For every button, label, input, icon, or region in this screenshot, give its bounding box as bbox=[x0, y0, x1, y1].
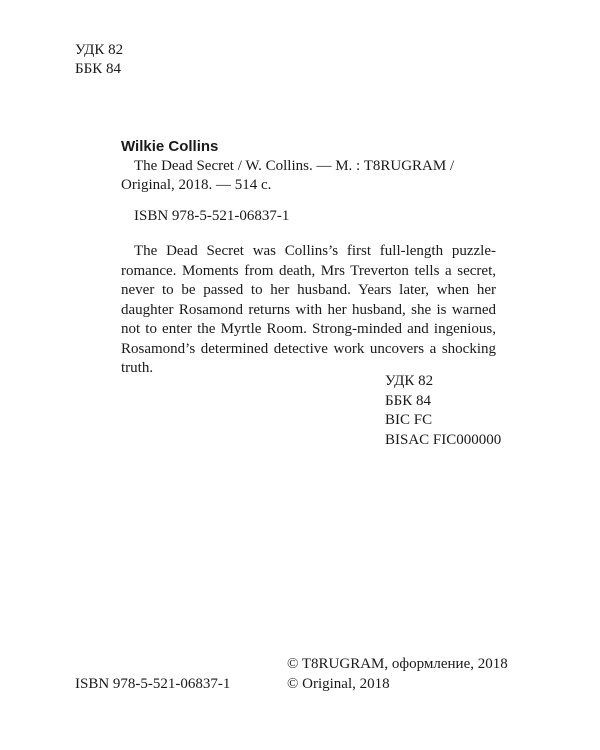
isbn-footer: ISBN 978-5-521-06837-1 bbox=[75, 676, 231, 692]
udk-code-right: УДК 82 bbox=[385, 373, 434, 389]
bic-code: BIC FC bbox=[385, 412, 433, 428]
classification-codes bbox=[385, 372, 501, 450]
copyright-block bbox=[287, 655, 508, 694]
annotation-paragraph: The Dead Secret was Collins’s first full-length puzzle-romance. Moments from death, Mrs Treverton tells a secret, never to be passed to her husband. Years later, when her daughter Rosamond returns with her husband, she is warned not to enter the Myrtle Room. Strong-minded and ingenious, Rosamond’s determined detective work uncovers a shocking truth. bbox=[121, 243, 496, 376]
top-classification-codes bbox=[75, 41, 123, 79]
bbk-code-right: ББК 84 bbox=[385, 392, 431, 409]
author-name: Wilkie Collins bbox=[121, 138, 219, 155]
isbn-main: ISBN 978-5-521-06837-1 bbox=[134, 208, 290, 224]
copyright-original: © Original, 2018 bbox=[287, 675, 390, 692]
bbk-code: ББК 84 bbox=[75, 61, 121, 77]
bibliographic-record: The Dead Secret / W. Collins. — M. : T8RUGRAM / Original, 2018. — 514 с. bbox=[121, 158, 455, 193]
udk-code: УДК 82 bbox=[75, 42, 124, 58]
copyright-design: © T8RUGRAM, оформление, 2018 bbox=[287, 656, 508, 672]
bisac-code: BISAC FIC000000 bbox=[385, 431, 502, 448]
